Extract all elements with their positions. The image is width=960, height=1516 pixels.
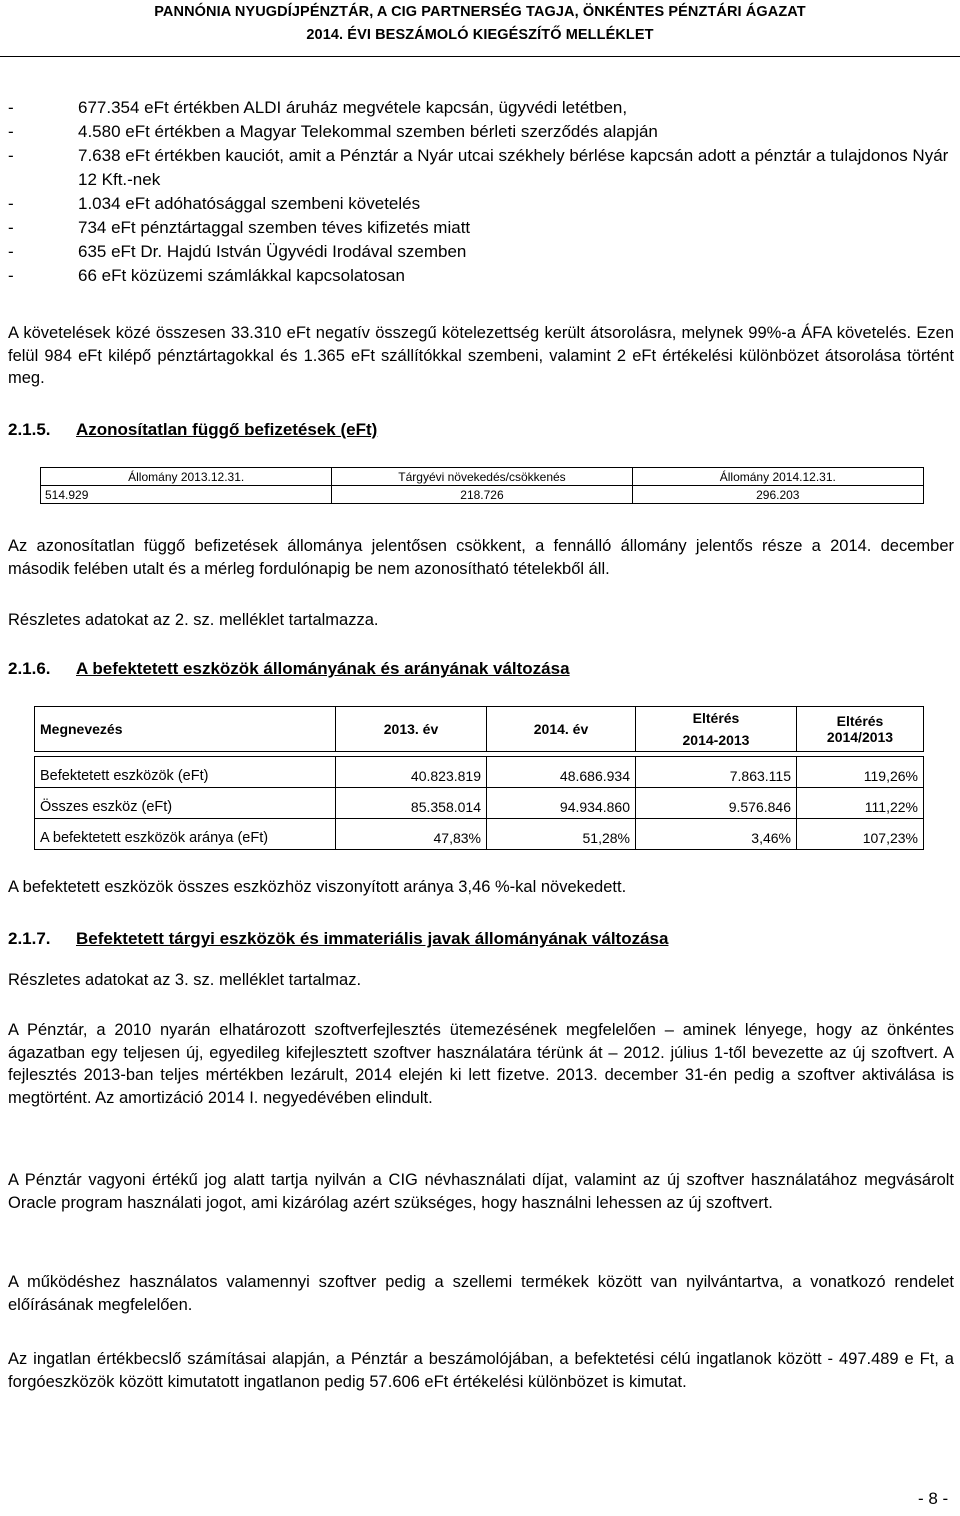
table-cell: 94.934.860 (487, 788, 636, 819)
page-number: - 8 - (918, 1489, 949, 1508)
table-header-cell: 2013. év (336, 707, 487, 752)
table-cell: 48.686.934 (487, 757, 636, 788)
diff-header-line-2: 2014-2013 (682, 732, 750, 748)
table-header-cell: Tárgyévi növekedés/csökkenés (332, 468, 632, 486)
ratio-paragraph: A befektetett eszközök összes eszközhöz viszonyított aránya 3,46 %-kal növekedett. (8, 878, 627, 896)
receivables-paragraph: A követelések közé összesen 33.310 eFt negatív összegű kötelezettség került átsorolásra, melynek 99%-a ÁFA követelés. Ezen felül 984 eFt kilépő pénztártagokkal és 1.365 eFt szállítókkal szembeni, valamint 2 eFt értékelési különbözet átsorolása történt meg. (8, 324, 954, 387)
table-cell: 40.823.819 (336, 757, 487, 788)
table-header-cell (636, 707, 797, 752)
software-paragraph-1: A Pénztár, a 2010 nyarán elhatározott szoftverfejlesztés ütemezésének megfelelően – aminek lényege, hogy az önkéntes ágazatban egy teljesen új, egyedileg kifejlesztett szoftver használatára térünk át – 2012. július 1-től bevezette az új szoftvert. A fejlesztés 2013-ban teljes mértékben lezárult, 2014 elején ki lett fizetve. 2013. december 31-én pedig a szoftver aktiválása is megtörtént. Az amortizáció 2014 I. negyedévében elindult. (8, 1021, 954, 1107)
list-item: - 677.354 eFt értékben ALDI áruház megvétele kapcsán, ügyvédi letétben, (8, 98, 628, 117)
table-row (35, 757, 924, 788)
table-cell: 514.929 (41, 486, 332, 504)
unidentified-payments-table (40, 467, 924, 504)
section-title: Azonosítatlan függő befizetések (eFt) (76, 420, 378, 439)
table-header-cell: Állomány 2013.12.31. (41, 468, 332, 486)
software-paragraph-2: A Pénztár vagyoni értékű jog alatt tartja nyilván a CIG névhasználati díjat, valamint az új szoftver használatához megvásárolt Oracle program használati jogot, ami kizárólag azért szükséges, hogy használni lehessen az új szoftvert. (8, 1171, 954, 1212)
header-line-1: PANNÓNIA NYUGDÍJPÉNZTÁR, A CIG PARTNERSÉG TAGJA, ÖNKÉNTES PÉNZTÁRI ÁGAZAT (154, 4, 806, 20)
details-paragraph-2: Részletes adatokat az 2. sz. melléklet tartalmazza. (8, 611, 379, 629)
table-cell: 9.576.846 (636, 788, 797, 819)
list-item: - 7.638 eFt értékben kauciót, amit a Pénztár a Nyár utcai székhely bérlése kapcsán adott a pénztár a tulajdonos Nyár 12 Kft.-nek (8, 146, 949, 189)
fixed-assets-table (34, 706, 924, 850)
table-cell: 111,22% (797, 788, 924, 819)
table-cell: 85.358.014 (336, 788, 487, 819)
receivables-list (8, 96, 958, 288)
software-paragraph-3: A működéshez használatos valamennyi szoftver pedig a szellemi termékek között van nyilvántartva, a vonatkozó rendelet előírásának megfelelően. (8, 1273, 954, 1314)
table-cell: Összes eszköz (eFt) (35, 788, 336, 819)
unidentified-paragraph: Az azonosítatlan függő befizetések állománya jelentősen csökkent, a fennálló állomány jelentős része a 2014. december második felében utalt és a mérleg fordulónapig be nem azonosítható tételekből áll. (8, 537, 954, 578)
table-cell: 218.726 (332, 486, 632, 504)
section-number: 2.1.7. (8, 929, 51, 948)
details-paragraph-3: Részletes adatokat az 3. sz. melléklet tartalmaz. (8, 971, 362, 989)
table-cell: 7.863.115 (636, 757, 797, 788)
table-cell: 107,23% (797, 819, 924, 850)
table-cell: 119,26% (797, 757, 924, 788)
table-row (41, 486, 924, 504)
table-header-cell: 2014. év (487, 707, 636, 752)
header-line-2: 2014. ÉVI BESZÁMOLÓ KIEGÉSZÍTŐ MELLÉKLET (306, 27, 654, 43)
table-row (35, 819, 924, 850)
list-item: - 635 eFt Dr. Hajdú István Ügyvédi Irodával szemben (8, 242, 467, 261)
property-paragraph: Az ingatlan értékbecslő számításai alapján, a Pénztár a beszámolójában, a befektetési célú ingatlanok között - 497.489 e Ft, a forgóeszközök között kimutatott ingatlanon pedig 57.606 eFt értékelési különbözet is kimutat. (8, 1350, 954, 1391)
section-heading-2-1-5 (8, 420, 377, 440)
table-cell: 51,28% (487, 819, 636, 850)
table-row (35, 788, 924, 819)
table-cell: Befektetett eszközök (eFt) (35, 757, 336, 788)
table-cell: A befektetett eszközök aránya (eFt) (35, 819, 336, 850)
section-title: Befektetett tárgyi eszközök és immateriális javak állományának változása (76, 929, 669, 948)
table-cell: 296.203 (632, 486, 923, 504)
section-title: A befektetett eszközök állományának és arányának változása (76, 659, 570, 678)
section-heading-2-1-6 (8, 659, 570, 679)
list-item: - 66 eFt közüzemi számlákkal kapcsolatosan (8, 266, 405, 285)
diff-header-line-1: Eltérés (692, 710, 740, 726)
table-header-cell: Eltérés 2014/2013 (797, 707, 924, 752)
section-number: 2.1.6. (8, 659, 51, 678)
table-cell: 47,83% (336, 819, 487, 850)
table-header-row (35, 707, 924, 752)
table-cell: 3,46% (636, 819, 797, 850)
list-item: - 4.580 eFt értékben a Magyar Telekommal szemben bérleti szerződés alapján (8, 122, 658, 141)
list-item: - 734 eFt pénztártaggal szemben téves kifizetés miatt (8, 218, 471, 237)
table-header-cell: Állomány 2014.12.31. (632, 468, 923, 486)
table-header-cell: Megnevezés (35, 707, 336, 752)
document-header (0, 0, 960, 56)
header-rule (0, 56, 960, 57)
table-header-row (41, 468, 924, 486)
section-number: 2.1.5. (8, 420, 51, 439)
list-item: - 1.034 eFt adóhatósággal szembeni követelés (8, 194, 421, 213)
section-heading-2-1-7 (8, 929, 668, 949)
